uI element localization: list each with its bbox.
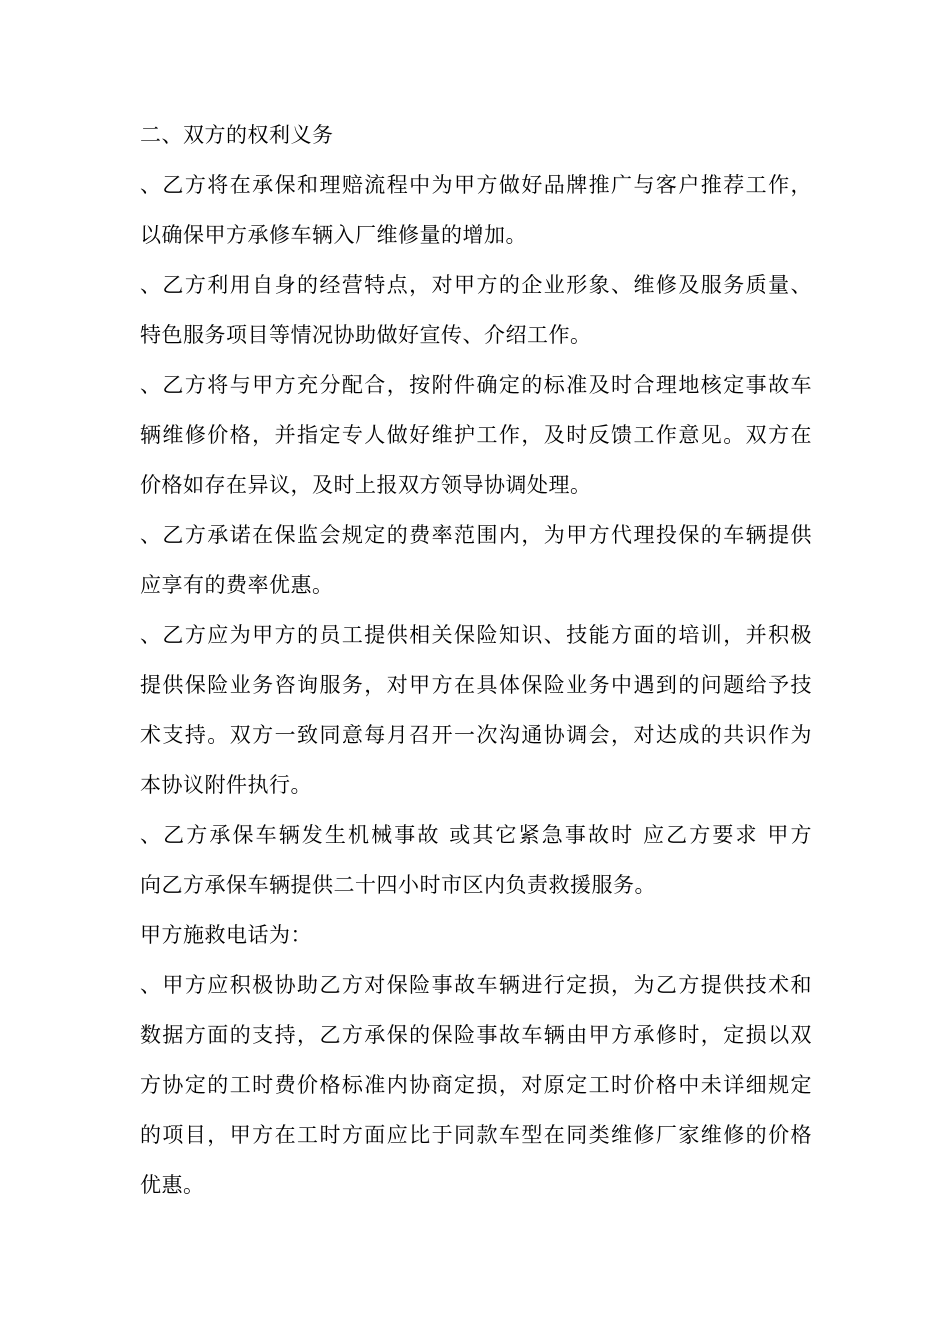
paragraph-line: 、乙方承诺在保监会规定的费率范围内，为甲方代理投保的车辆提供 xyxy=(140,523,812,547)
paragraph-4 xyxy=(140,510,812,610)
document-page xyxy=(140,110,812,1210)
paragraph-6 xyxy=(140,810,812,910)
paragraph-line: 方协定的工时费价格标准内协商定损，对原定工时价格中未详细规定 xyxy=(140,1073,812,1097)
paragraph-5 xyxy=(140,610,812,810)
paragraph-1 xyxy=(140,160,812,260)
paragraph-line: 甲方施救电话为： xyxy=(140,923,312,947)
paragraph-8 xyxy=(140,960,812,1210)
paragraph-line: 、乙方利用自身的经营特点，对甲方的企业形象、维修及服务质量、 xyxy=(140,273,812,297)
paragraph-line: 以确保甲方承修车辆入厂维修量的增加。 xyxy=(140,223,527,247)
paragraph-line: 、乙方将在承保和理赔流程中为甲方做好品牌推广与客户推荐工作， xyxy=(140,173,812,197)
paragraph-line: 特色服务项目等情况协助做好宣传、介绍工作。 xyxy=(140,323,592,347)
paragraph-line: 优惠。 xyxy=(140,1173,205,1197)
paragraph-line: 、乙方应为甲方的员工提供相关保险知识、技能方面的培训，并积极 xyxy=(140,623,812,647)
paragraph-line: 术支持。双方一致同意每月召开一次沟通协调会，对达成的共识作为 xyxy=(140,723,812,747)
paragraph-line: 、甲方应积极协助乙方对保险事故车辆进行定损，为乙方提供技术和 xyxy=(140,973,812,997)
paragraph-line: 、乙方将与甲方充分配合，按附件确定的标准及时合理地核定事故车 xyxy=(140,373,812,397)
paragraph-line: 数据方面的支持，乙方承保的保险事故车辆由甲方承修时，定损以双 xyxy=(140,1023,812,1047)
paragraph-line: 价格如存在异议，及时上报双方领导协调处理。 xyxy=(140,473,592,497)
paragraph-3 xyxy=(140,360,812,510)
paragraph-line: 应享有的费率优惠。 xyxy=(140,573,334,597)
paragraph-line: 辆维修价格，并指定专人做好维护工作，及时反馈工作意见。双方在 xyxy=(140,423,812,447)
section-heading: 二、双方的权利义务 xyxy=(140,123,334,147)
paragraph-2 xyxy=(140,260,812,360)
paragraph-line: 的项目，甲方在工时方面应比于同款车型在同类维修厂家维修的价格 xyxy=(140,1123,812,1147)
paragraph-7 xyxy=(140,910,812,960)
paragraph-line: 提供保险业务咨询服务，对甲方在具体保险业务中遇到的问题给予技 xyxy=(140,673,812,697)
paragraph-line: 、乙方承保车辆发生机械事故 或其它紧急事故时 应乙方要求 甲方 xyxy=(140,823,812,847)
paragraph-line: 本协议附件执行。 xyxy=(140,773,312,797)
paragraph-line: 向乙方承保车辆提供二十四小时市区内负责救援服务。 xyxy=(140,873,656,897)
